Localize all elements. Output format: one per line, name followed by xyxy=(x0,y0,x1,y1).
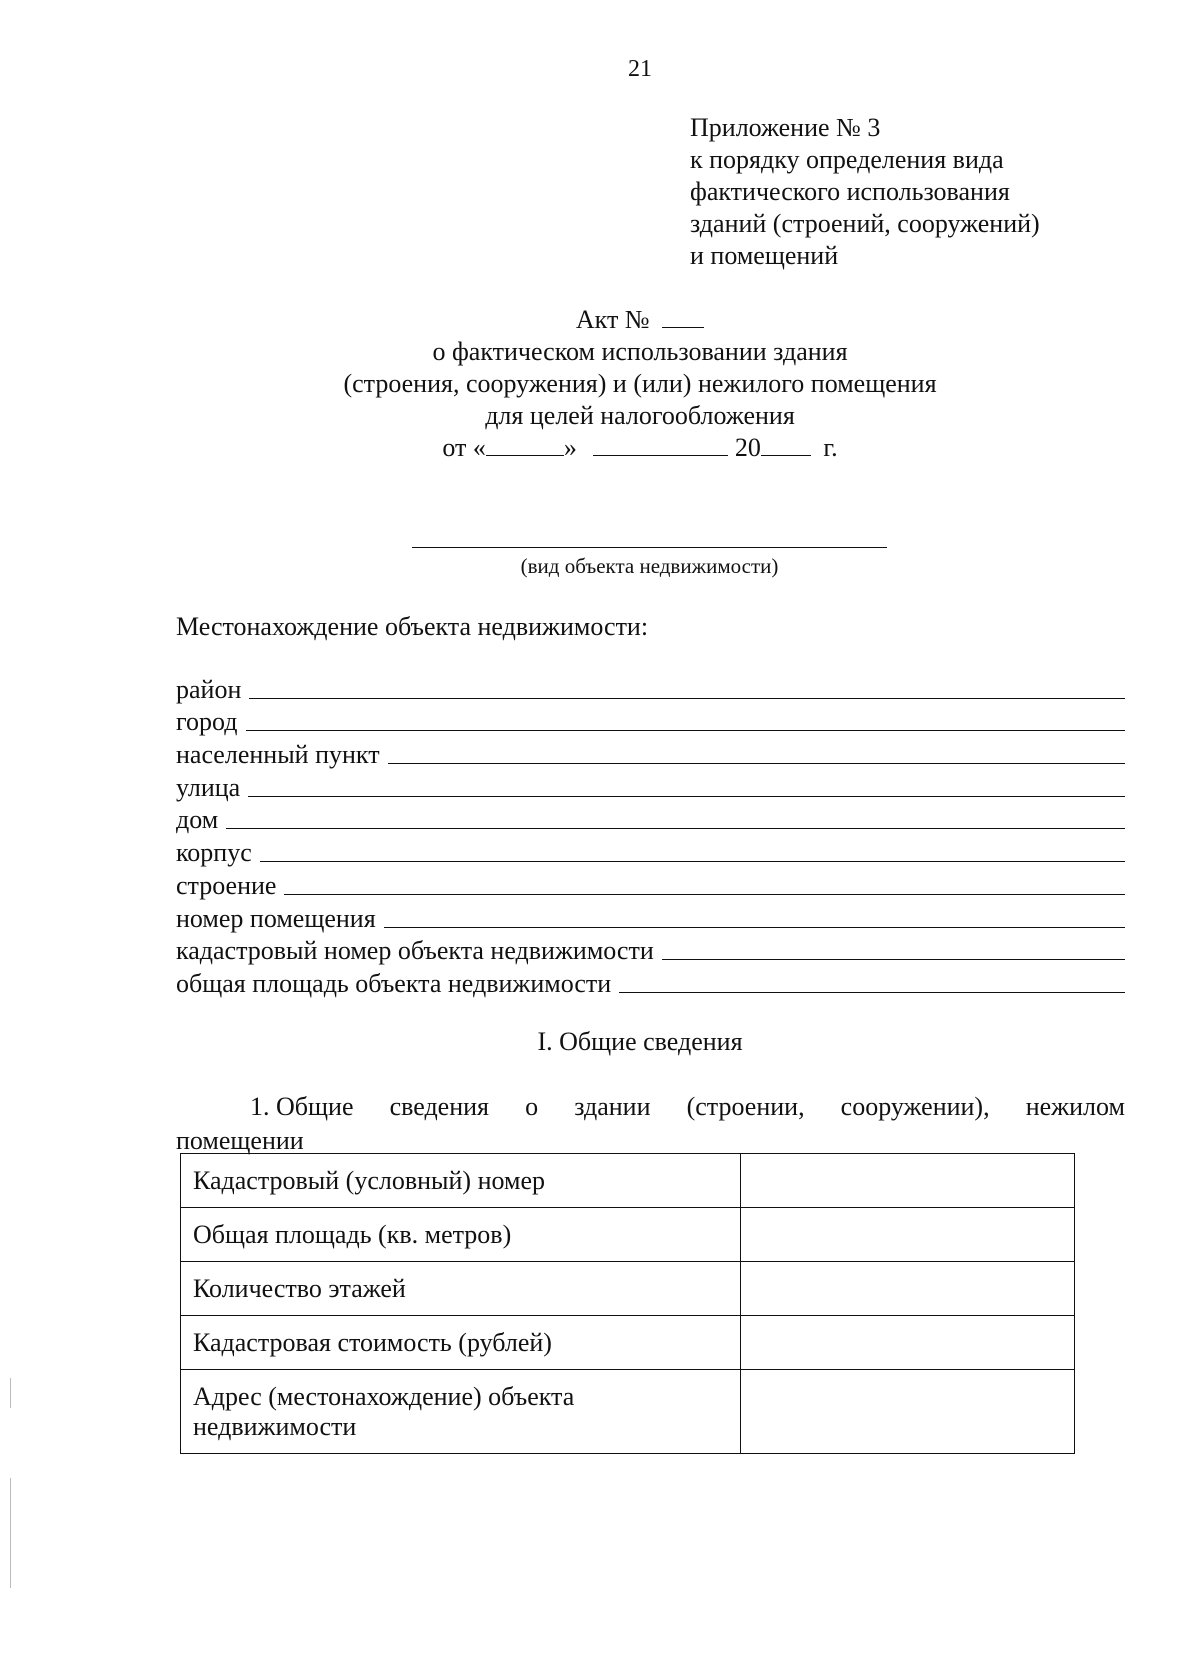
page-number: 21 xyxy=(628,56,652,82)
appendix-line: фактического использования xyxy=(690,177,1010,206)
table-row xyxy=(181,1154,1075,1208)
act-subtitle-line: о фактическом использовании здания xyxy=(432,337,848,366)
appendix-line: к порядку определения вида xyxy=(690,145,1004,174)
location-field-house xyxy=(176,803,1125,836)
act-subtitle-line: (строения, сооружения) и (или) нежилого помещения xyxy=(343,369,937,398)
paragraph-word: сооружении), xyxy=(840,1092,990,1121)
location-field-street xyxy=(176,770,1125,803)
date-suffix: г. xyxy=(823,433,838,462)
act-number-line xyxy=(0,304,1200,336)
object-type-caption: (вид объекта недвижимости) xyxy=(520,554,779,578)
field-label: дом xyxy=(176,805,219,835)
table-value-cell[interactable] xyxy=(741,1370,1075,1454)
field-blank[interactable] xyxy=(284,894,1125,895)
paragraph-word: 1. Общие xyxy=(250,1092,354,1121)
location-field-room-number xyxy=(176,901,1125,934)
field-label: район xyxy=(176,674,242,704)
location-field-building xyxy=(176,868,1125,901)
field-blank[interactable] xyxy=(619,992,1125,993)
act-number-blank[interactable] xyxy=(662,305,704,328)
field-blank[interactable] xyxy=(384,927,1125,928)
act-number-label: Акт № xyxy=(575,305,650,334)
appendix-line: и помещений xyxy=(690,241,839,270)
field-blank[interactable] xyxy=(248,796,1125,797)
section-paragraph xyxy=(176,1090,1125,1158)
table-value-cell[interactable] xyxy=(741,1208,1075,1262)
paragraph-word: здании xyxy=(574,1092,651,1121)
paragraph-line-2: помещении xyxy=(176,1126,304,1155)
table-label-cell: Кадастровый (условный) номер xyxy=(181,1154,741,1208)
paragraph-word: нежилом xyxy=(1025,1092,1125,1121)
section-title: I. Общие сведения xyxy=(537,1027,743,1056)
field-label: строение xyxy=(176,870,277,900)
scan-artifact-line xyxy=(10,1378,11,1408)
field-blank[interactable] xyxy=(662,959,1125,960)
location-field-block xyxy=(176,835,1125,868)
table-row xyxy=(181,1370,1075,1454)
table-row xyxy=(181,1208,1075,1262)
table-label-cell: Кадастровая стоимость (рублей) xyxy=(181,1316,741,1370)
table-row xyxy=(181,1262,1075,1316)
table-value-cell[interactable] xyxy=(741,1154,1075,1208)
field-blank[interactable] xyxy=(246,730,1126,731)
general-info-table xyxy=(180,1153,1075,1454)
field-blank[interactable] xyxy=(249,698,1125,699)
field-label: корпус xyxy=(176,838,252,868)
paragraph-line-1 xyxy=(176,1090,1125,1124)
location-field-district xyxy=(176,672,1125,705)
field-blank[interactable] xyxy=(260,861,1125,862)
table-label-cell: Количество этажей xyxy=(181,1262,741,1316)
table-value-cell[interactable] xyxy=(741,1316,1075,1370)
act-title-block xyxy=(0,304,1200,464)
date-year-blank[interactable] xyxy=(761,433,811,456)
scan-artifact-line xyxy=(10,1478,11,1588)
field-label: населенный пункт xyxy=(176,740,380,770)
date-day-blank[interactable] xyxy=(486,433,564,456)
date-quote-close: » xyxy=(563,433,577,462)
table-row xyxy=(181,1316,1075,1370)
location-field-total-area xyxy=(176,966,1125,999)
field-label: общая площадь объекта недвижимости xyxy=(176,968,612,998)
location-fields xyxy=(176,672,1125,999)
table-value-cell[interactable] xyxy=(741,1262,1075,1316)
field-blank[interactable] xyxy=(226,828,1125,829)
location-heading: Местонахождение объекта недвижимости: xyxy=(176,612,649,641)
paragraph-word: о xyxy=(525,1092,539,1121)
date-year-prefix: 20 xyxy=(734,433,761,462)
object-type-blank[interactable] xyxy=(412,547,887,548)
field-blank[interactable] xyxy=(388,763,1125,764)
field-label: город xyxy=(176,707,238,737)
date-month-blank[interactable] xyxy=(593,433,728,456)
table-label-cell: Адрес (местонахождение) объекта недвижимости xyxy=(181,1370,741,1454)
act-date-line xyxy=(0,432,1200,464)
location-field-city xyxy=(176,705,1125,738)
paragraph-word: (строении, xyxy=(686,1092,805,1121)
appendix-note xyxy=(690,112,1040,272)
date-prefix: от « xyxy=(442,433,486,462)
location-field-settlement xyxy=(176,737,1125,770)
paragraph-word: сведения xyxy=(389,1092,489,1121)
location-field-cadastral-number xyxy=(176,934,1125,967)
appendix-line: зданий (строений, сооружений) xyxy=(690,209,1040,238)
act-subtitle-line: для целей налогообложения xyxy=(485,401,795,430)
field-label: улица xyxy=(176,772,241,802)
field-label: номер помещения xyxy=(176,903,376,933)
appendix-line: Приложение № 3 xyxy=(690,113,881,142)
table-label-cell: Общая площадь (кв. метров) xyxy=(181,1208,741,1262)
field-label: кадастровый номер объекта недвижимости xyxy=(176,936,654,966)
